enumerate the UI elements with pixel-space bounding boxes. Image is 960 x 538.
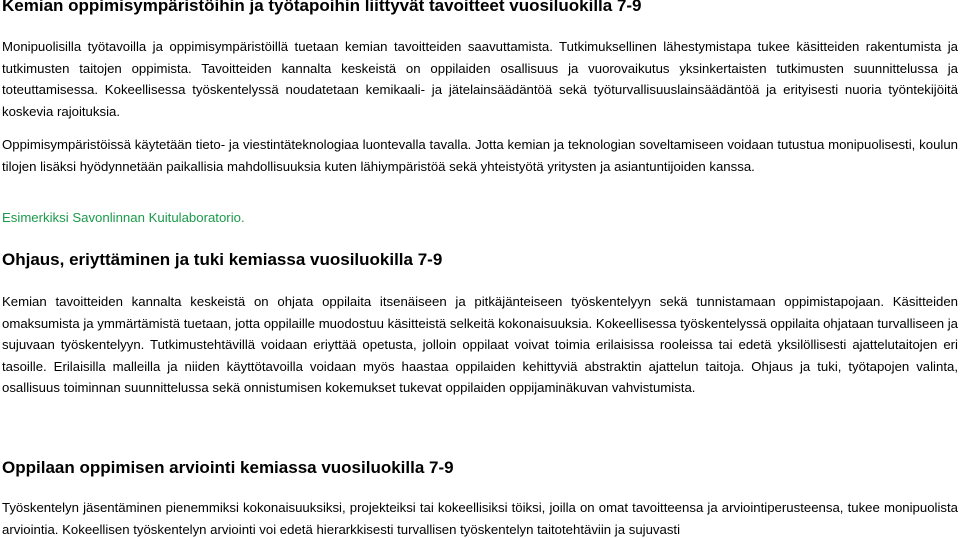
paragraph-learning-environments: Oppimisympäristöissä käytetään tieto- ja viestintäteknologiaa luontevalla tavalla. Jotta kemian ja teknologian soveltamiseen voidaan tutustua monipuolisesti, koulun tilojen lisäksi hyödynnetään paikallisia mahdollisuuksia kuten lähiympäristöä sekä yhteistyötä yritysten ja asiantuntijoiden kanssa.: [2, 137, 958, 174]
section-heading-assessment: Oppilaan oppimisen arviointi kemiassa vuosiluokilla 7-9: [2, 458, 454, 477]
paragraph-guidance: Kemian tavoitteiden kannalta keskeistä on ohjata oppilaita itsenäiseen ja pitkäjänteiseen työskentelyyn sekä tunnistamaan oppimistapojaan. Käsitteiden omaksumista ja ymmärtämistä tuetaan, jotta oppilaille muodostuu käsitteistä selkeitä kokonaisuuksia. Kokeellisessa työskentelyssä oppilaita ohjataan turvalliseen ja sujuvaan työskentelyyn. Tutkimustehtävillä voidaan eriyttää opetusta, jolloin oppilaat voivat toimia erilaisissa rooleissa tai edetä yksilöllisesti ajattelutaitojen eri tasoille. Erilaisilla malleilla ja niiden käyttötavoilla voidaan myös haastaa oppilaiden kehittyviä abstraktin ajattelun taitoja. Ohjaus ja tuki, työtapojen valinta, osallisuus toiminnan suunnittelussa sekä onnistumisen kokemukset tukevat oppilaiden oppijaminäkuvan vahvistumista.: [2, 294, 958, 396]
section-heading-learning-environments: Kemian oppimisympäristöihin ja työtapoihin liittyvät tavoitteet vuosiluokilla 7-9: [2, 0, 642, 15]
paragraph-work-methods: Monipuolisilla työtavoilla ja oppimisympäristöillä tuetaan kemian tavoitteiden saavuttamista. Tutkimuksellinen lähestymistapa tukee käsitteiden rakentumista ja tutkimusten taitojen oppimista. Tavoitteiden kannalta keskeistä on oppilaiden osallisuus ja vuorovaikutus yksinkertaisten tutkimusten suunnittelussa ja toteuttamisessa. Kokeellisessa työskentelyssä noudatetaan kemikaali- ja jätelainsäädäntöä sekä työturvallisuuslainsäädäntöä ja erityisesti nuoria työntekijöitä koskevia rajoituksia.: [2, 39, 958, 119]
section-heading-guidance: Ohjaus, eriyttäminen ja tuki kemiassa vuosiluokilla 7-9: [2, 250, 443, 269]
example-link[interactable]: Esimerkiksi Savonlinnan Kuitulaboratorio.: [2, 210, 245, 225]
paragraph-assessment: Työskentelyn jäsentäminen pienemmiksi kokonaisuuksiksi, projekteiksi tai kokeellisiksi töiksi, joilla on omat tavoitteensa ja arviointiperusteensa, tukee monipuolista arviointia. Kokeellisen työskentelyn arviointi voi edetä hierarkkisesti turvallisen työskentelyn taitotehtäviin ja sujuvasti: [2, 500, 958, 537]
